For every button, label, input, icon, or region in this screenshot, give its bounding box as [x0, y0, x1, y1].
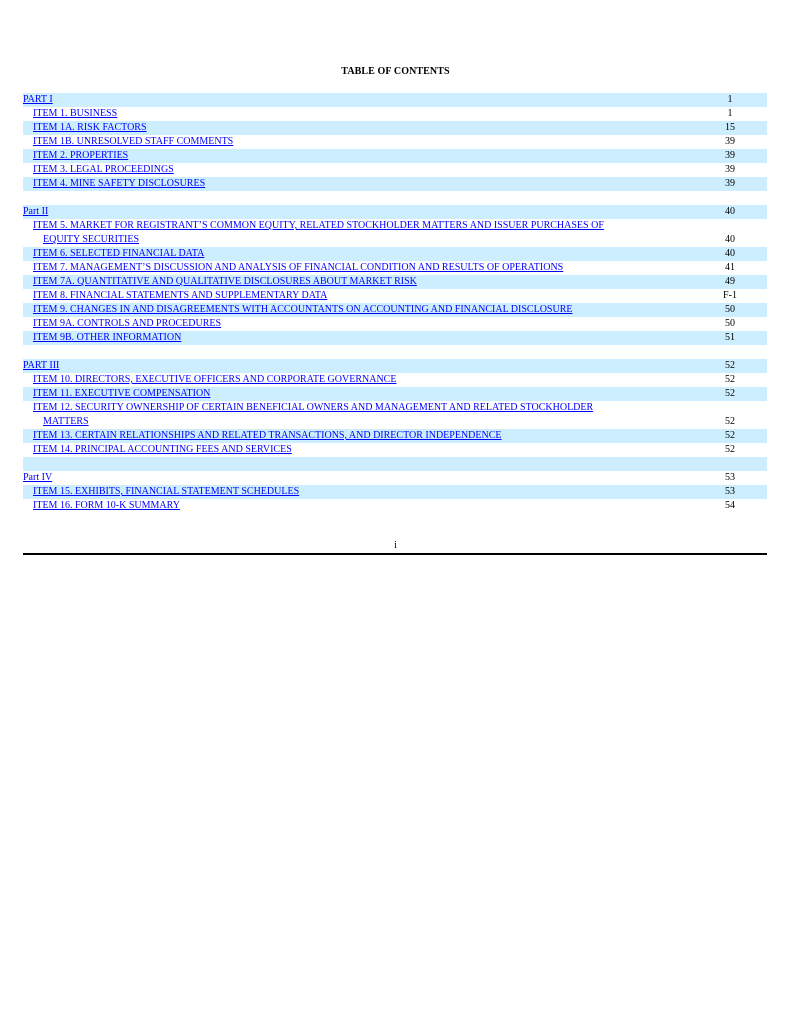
toc-spacer-row — [23, 191, 767, 205]
toc-row — [23, 485, 767, 499]
toc-row — [23, 317, 767, 331]
toc-entry-page: 51 — [725, 332, 735, 343]
toc-entry-link[interactable]: ITEM 3. LEGAL PROCEEDINGS — [33, 164, 174, 175]
toc-row — [23, 163, 767, 177]
toc-entry-label — [23, 107, 693, 121]
toc-entry-page: 53 — [725, 486, 735, 497]
toc-row — [23, 135, 767, 149]
toc-entry-label — [23, 219, 693, 247]
toc-spacer-row — [23, 345, 767, 359]
toc-entry-label — [23, 331, 693, 345]
toc-entry-link[interactable]: ITEM 14. PRINCIPAL ACCOUNTING FEES AND SERVICES — [33, 444, 292, 455]
toc-entry-link[interactable]: ITEM 10. DIRECTORS, EXECUTIVE OFFICERS AND CORPORATE GOVERNANCE — [33, 374, 397, 385]
toc-entry-label — [23, 289, 693, 303]
toc-entry-page: 52 — [725, 388, 735, 399]
toc-entry-label — [23, 149, 693, 163]
toc-entry-label — [23, 163, 693, 177]
toc-entry-page: 52 — [725, 360, 735, 371]
toc-row — [23, 331, 767, 345]
toc-entry-page: 52 — [725, 444, 735, 455]
toc-entry-link[interactable]: ITEM 12. SECURITY OWNERSHIP OF CERTAIN BENEFICIAL OWNERS AND MANAGEMENT AND RELATED STOCKHOLDER MATTERS — [33, 402, 594, 427]
toc-entry-label — [23, 303, 693, 317]
toc-entry-page: 41 — [725, 262, 735, 273]
toc-entry-label — [23, 485, 693, 499]
toc-entry-label — [23, 317, 693, 331]
toc-row — [23, 289, 767, 303]
toc-row — [23, 387, 767, 401]
toc-entry-link[interactable]: ITEM 9. CHANGES IN AND DISAGREEMENTS WITH ACCOUNTANTS ON ACCOUNTING AND FINANCIAL DISCLOSURE — [33, 304, 573, 315]
toc-entry-link[interactable]: PART III — [23, 360, 60, 371]
toc-row — [23, 275, 767, 289]
toc-entry-label — [23, 121, 693, 135]
toc-row — [23, 121, 767, 135]
toc-entry-link[interactable]: ITEM 11. EXECUTIVE COMPENSATION — [33, 388, 211, 399]
toc-entry-link[interactable]: ITEM 2. PROPERTIES — [33, 150, 129, 161]
toc-entry-page: 53 — [725, 472, 735, 483]
toc-entry-page: 40 — [725, 234, 735, 245]
toc-entry-page: 39 — [725, 150, 735, 161]
toc-entry-label — [23, 275, 693, 289]
toc-entry-label — [23, 443, 693, 457]
toc-entry-link[interactable]: ITEM 7. MANAGEMENT’S DISCUSSION AND ANALYSIS OF FINANCIAL CONDITION AND RESULTS OF OPERATIONS — [33, 262, 564, 273]
footer-rule — [23, 553, 767, 555]
toc-row — [23, 219, 767, 247]
toc-entry-label — [23, 359, 693, 373]
toc-entry-label — [23, 471, 693, 485]
toc-entry-link[interactable]: ITEM 5. MARKET FOR REGISTRANT’S COMMON EQUITY, RELATED STOCKHOLDER MATTERS AND ISSUER PURCHASES OF EQUITY SECURITIES — [33, 220, 604, 245]
toc-entry-page: 40 — [725, 206, 735, 217]
toc-entry-page: 52 — [725, 430, 735, 441]
toc-entry-label — [23, 401, 693, 429]
toc-entry-page: 49 — [725, 276, 735, 287]
table-of-contents — [23, 93, 767, 513]
toc-row — [23, 443, 767, 457]
toc-row — [23, 401, 767, 429]
toc-entry-link[interactable]: ITEM 9B. OTHER INFORMATION — [33, 332, 182, 343]
toc-row — [23, 93, 767, 107]
toc-entry-page: 39 — [725, 164, 735, 175]
toc-entry-link[interactable]: ITEM 4. MINE SAFETY DISCLOSURES — [33, 178, 206, 189]
toc-entry-page: 52 — [725, 416, 735, 427]
toc-entry-page: 50 — [725, 304, 735, 315]
toc-entry-label — [23, 205, 693, 219]
toc-row — [23, 261, 767, 275]
toc-entry-label — [23, 373, 693, 387]
toc-row — [23, 373, 767, 387]
toc-entry-link[interactable]: ITEM 1A. RISK FACTORS — [33, 122, 147, 133]
toc-row — [23, 429, 767, 443]
toc-entry-page: 50 — [725, 318, 735, 329]
toc-entry-link[interactable]: ITEM 13. CERTAIN RELATIONSHIPS AND RELATED TRANSACTIONS, AND DIRECTOR INDEPENDENCE — [33, 430, 502, 441]
toc-row — [23, 149, 767, 163]
toc-entry-label — [23, 247, 693, 261]
toc-entry-label — [23, 93, 693, 107]
toc-row — [23, 205, 767, 219]
toc-entry-link[interactable]: ITEM 1. BUSINESS — [33, 108, 118, 119]
toc-entry-label — [23, 177, 693, 191]
toc-entry-page: F-1 — [723, 290, 737, 301]
page-number: i — [394, 540, 397, 551]
toc-entry-label — [23, 135, 693, 149]
toc-entry-page: 1 — [727, 94, 733, 105]
toc-entry-link[interactable]: ITEM 16. FORM 10-K SUMMARY — [33, 500, 180, 511]
toc-entry-page: 39 — [725, 178, 735, 189]
toc-row — [23, 499, 767, 513]
toc-spacer-row — [23, 457, 767, 471]
toc-row — [23, 247, 767, 261]
toc-entry-label — [23, 261, 693, 275]
toc-entry-link[interactable]: ITEM 15. EXHIBITS, FINANCIAL STATEMENT SCHEDULES — [33, 486, 300, 497]
toc-row — [23, 107, 767, 121]
toc-entry-link[interactable]: ITEM 1B. UNRESOLVED STAFF COMMENTS — [33, 136, 234, 147]
toc-entry-label — [23, 429, 693, 443]
toc-entry-page: 39 — [725, 136, 735, 147]
toc-entry-page: 52 — [725, 374, 735, 385]
toc-entry-page: 1 — [727, 108, 733, 119]
toc-entry-link[interactable]: ITEM 7A. QUANTITATIVE AND QUALITATIVE DISCLOSURES ABOUT MARKET RISK — [33, 276, 417, 287]
toc-entry-label — [23, 387, 693, 401]
document-title: TABLE OF CONTENTS — [341, 66, 450, 77]
toc-entry-page: 15 — [725, 122, 735, 133]
toc-row — [23, 177, 767, 191]
toc-row — [23, 359, 767, 373]
toc-entry-link[interactable]: PART I — [23, 94, 53, 105]
toc-entry-link[interactable]: ITEM 9A. CONTROLS AND PROCEDURES — [33, 318, 222, 329]
toc-entry-link[interactable]: ITEM 8. FINANCIAL STATEMENTS AND SUPPLEMENTARY DATA — [33, 290, 328, 301]
toc-entry-link[interactable]: Part IV — [23, 472, 53, 483]
toc-entry-link[interactable]: Part II — [23, 206, 49, 217]
toc-entry-page: 40 — [725, 248, 735, 259]
toc-entry-link[interactable]: ITEM 6. SELECTED FINANCIAL DATA — [33, 248, 205, 259]
toc-entry-label — [23, 499, 693, 513]
toc-entry-page: 54 — [725, 500, 735, 511]
toc-row — [23, 303, 767, 317]
toc-row — [23, 471, 767, 485]
